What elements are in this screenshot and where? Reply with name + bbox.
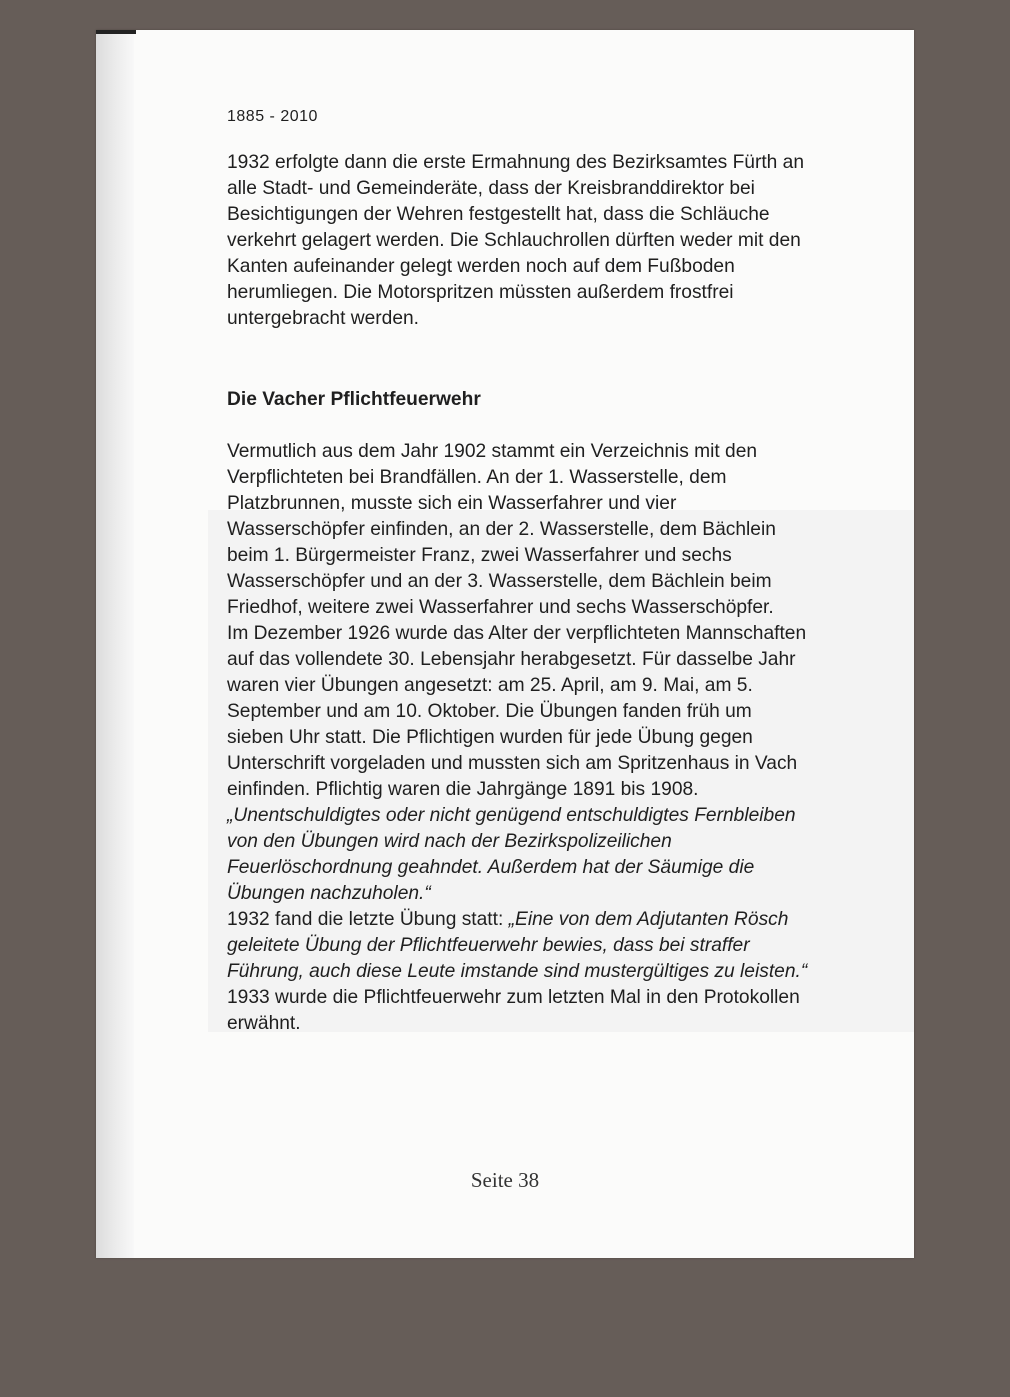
- text-line: Friedhof, weitere zwei Wasserfahrer und sechs Wasserschöpfer.: [227, 597, 774, 618]
- text-line: Verpflichteten bei Brandfällen. An der 1. Wasserstelle, dem: [227, 467, 727, 488]
- running-head: 1885 - 2010: [227, 108, 318, 125]
- quote-line: Feuerlöschordnung geahndet. Außerdem hat der Säumige die: [227, 857, 755, 878]
- text-line: Wasserschöpfer und an der 3. Wasserstelle, dem Bächlein beim: [227, 571, 772, 592]
- quote-line: „Unentschuldigtes oder nicht genügend entschuldigtes Fernbleiben: [227, 805, 796, 826]
- text-line: Besichtigungen der Wehren festgestellt hat, dass die Schläuche: [227, 204, 770, 225]
- binding-shadow: [96, 30, 134, 1258]
- binding-edge-mark: [96, 30, 136, 34]
- text-line: Vermutlich aus dem Jahr 1902 stammt ein Verzeichnis mit den: [227, 441, 758, 462]
- text-line: 1933 wurde die Pflichtfeuerwehr zum letzten Mal in den Protokollen: [227, 987, 800, 1008]
- body-paragraph: [227, 439, 914, 1037]
- page-content: [227, 100, 914, 1037]
- quote-line: Übungen nachzuholen.“: [227, 883, 431, 904]
- text-line: erwähnt.: [227, 1013, 301, 1034]
- text-line: auf das vollendete 30. Lebensjahr herabgesetzt. Für dasselbe Jahr: [227, 649, 796, 670]
- quote-line: Führung, auch diese Leute imstande sind mustergültiges zu leisten.“: [227, 961, 808, 982]
- section-heading: Die Vacher Pflichtfeuerwehr: [227, 389, 481, 410]
- quote-line: von den Übungen wird nach der Bezirkspolizeilichen: [227, 831, 672, 852]
- text-line: untergebracht werden.: [227, 308, 419, 329]
- page-number: Seite 38: [470, 1168, 540, 1192]
- quote-fragment: „Eine von dem Adjutanten Rösch: [508, 909, 789, 930]
- text-line: September und am 10. Oktober. Die Übungen fanden früh um: [227, 701, 752, 722]
- text-line: waren vier Übungen angesetzt: am 25. April, am 9. Mai, am 5.: [227, 675, 753, 696]
- text-line: 1932 erfolgte dann die erste Ermahnung des Bezirksamtes Fürth an: [227, 152, 805, 173]
- text-line: verkehrt gelagert werden. Die Schlauchrollen dürften weder mit den: [227, 230, 801, 251]
- quote-line: geleitete Übung der Pflichtfeuerwehr bewies, dass bei straffer: [227, 935, 750, 956]
- text-line: [227, 907, 914, 933]
- text-line: Platzbrunnen, musste sich ein Wasserfahrer und vier: [227, 493, 677, 514]
- intro-paragraph: [227, 150, 914, 332]
- text-line: beim 1. Bürgermeister Franz, zwei Wasserfahrer und sechs: [227, 545, 732, 566]
- text-line: Im Dezember 1926 wurde das Alter der verpflichteten Mannschaften: [227, 623, 807, 644]
- text-line: alle Stadt- und Gemeinderäte, dass der Kreisbranddirektor bei: [227, 178, 755, 199]
- text-line: Unterschrift vorgeladen und mussten sich am Spritzenhaus in Vach: [227, 753, 798, 774]
- text-fragment: 1932 fand die letzte Übung statt:: [227, 909, 509, 930]
- text-line: Kanten aufeinander gelegt werden noch auf dem Fußboden: [227, 256, 735, 277]
- document-page: [96, 30, 914, 1258]
- text-line: sieben Uhr statt. Die Pflichtigen wurden für jede Übung gegen: [227, 727, 753, 748]
- text-line: einfinden. Pflichtig waren die Jahrgänge 1891 bis 1908.: [227, 779, 699, 800]
- text-line: Wasserschöpfer einfinden, an der 2. Wasserstelle, dem Bächlein: [227, 519, 776, 540]
- text-line: herumliegen. Die Motorspritzen müssten außerdem frostfrei: [227, 282, 734, 303]
